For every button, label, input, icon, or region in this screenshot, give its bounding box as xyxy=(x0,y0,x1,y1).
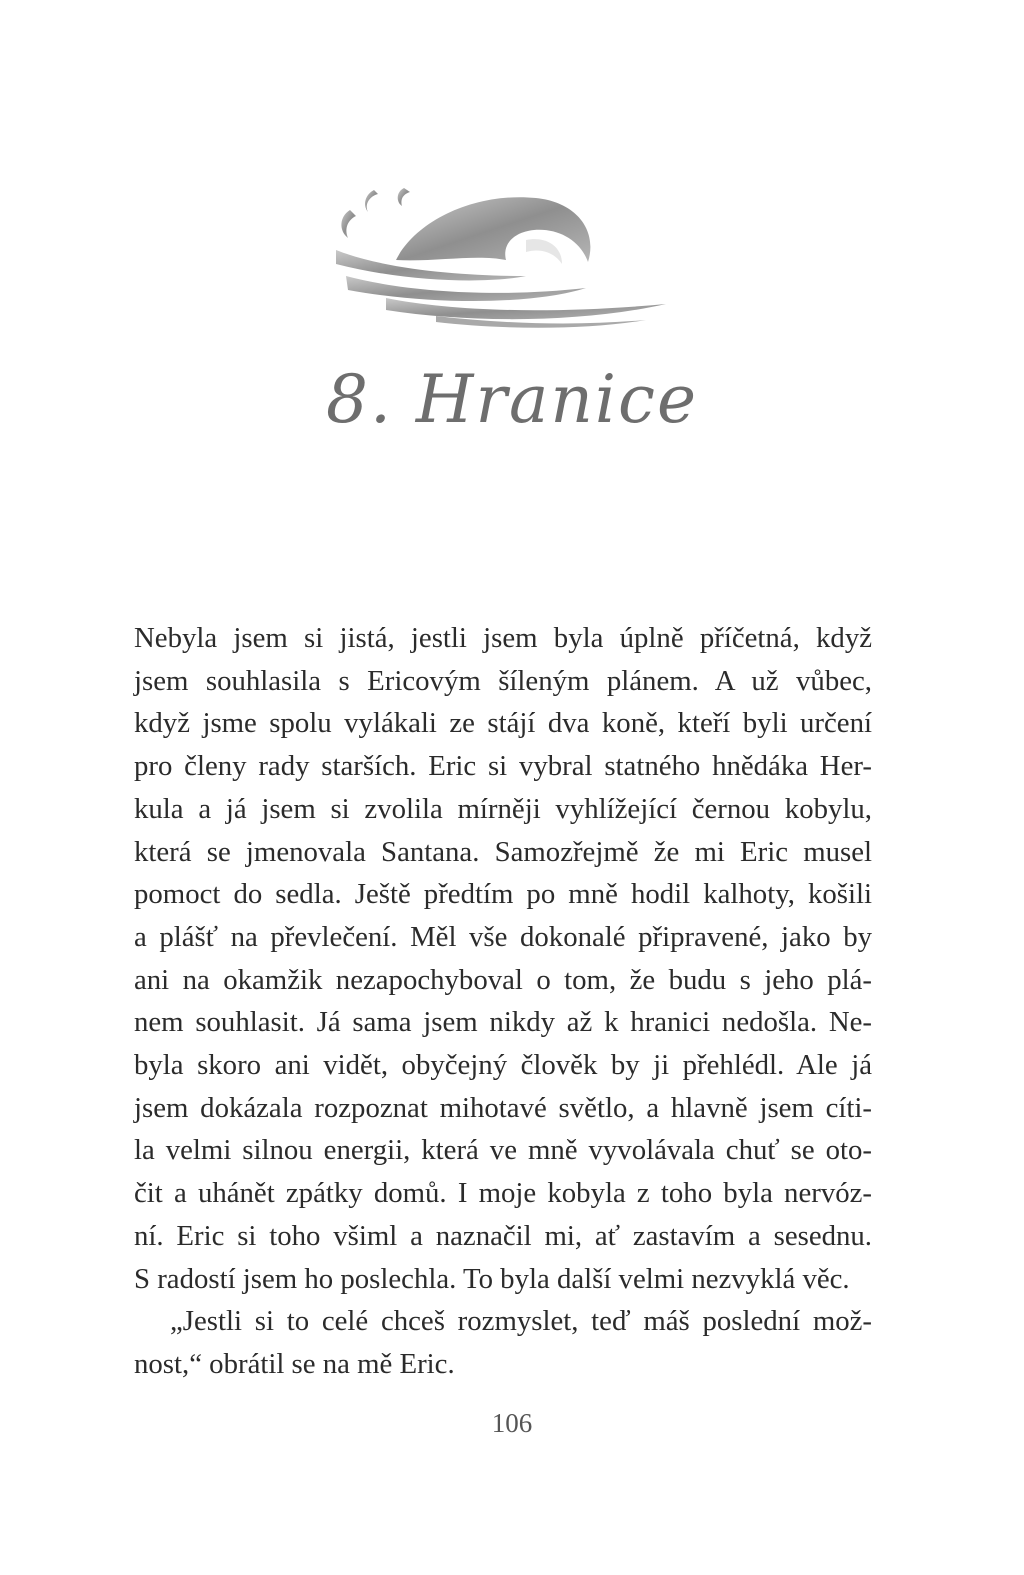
body-text xyxy=(134,617,872,1386)
text-line: a plášť na převlečení. Měl vše dokonalé připravené, jako by xyxy=(134,920,872,953)
text-line: nost,“ obrátil se na mě Eric. xyxy=(134,1347,455,1380)
paragraph-2 xyxy=(134,1300,872,1385)
text-line: když jsme spolu vylákali ze stájí dva koně, kteří byli určení xyxy=(134,707,872,740)
text-line: pro členy rady starších. Eric si vybral statného hnědáka Her- xyxy=(134,750,872,783)
text-line: ani na okamžik nezapochyboval o tom, že budu s jeho plá- xyxy=(134,963,872,996)
text-line: čit a uhánět zpátky domů. I moje kobyla z toho byla nervóz- xyxy=(134,1177,872,1210)
text-line: která se jmenovala Santana. Samozřejmě že mi Eric musel xyxy=(134,835,872,868)
wave-icon xyxy=(326,180,676,330)
text-line: nem souhlasit. Já sama jsem nikdy až k hranici nedošla. Ne- xyxy=(134,1006,872,1039)
text-line: byla skoro ani vidět, obyčejný člověk by ji přehlédl. Ale já xyxy=(134,1049,872,1082)
text-line: kula a já jsem si zvolila mírněji vyhlížející černou kobylu, xyxy=(134,792,872,825)
text-line: „Jestli si to celé chceš rozmyslet, teď máš poslední mož- xyxy=(170,1305,872,1338)
text-line: S radostí jsem ho poslechla. To byla další velmi nezvyklá věc. xyxy=(134,1262,850,1295)
text-line: jsem dokázala rozpoznat mihotavé světlo, a hlavně jsem cíti- xyxy=(134,1091,872,1124)
text-line: la velmi silnou energii, která ve mně vyvolávala chuť se oto- xyxy=(134,1134,872,1167)
page-number: 106 xyxy=(491,1408,533,1438)
paragraph-1 xyxy=(134,617,872,1300)
text-line: Nebyla jsem si jistá, jestli jsem byla úplně příčetná, když xyxy=(134,622,872,654)
text-line: pomoct do sedla. Ještě předtím po mně hodil kalhoty, košili xyxy=(134,878,872,911)
text-line: ní. Eric si toho všiml a naznačil mi, ať zastavím a sesednu. xyxy=(134,1219,872,1252)
chapter-title: 8. Hranice xyxy=(325,361,699,438)
text-line: jsem souhlasila s Ericovým šíleným plánem. A už vůbec, xyxy=(134,664,872,697)
